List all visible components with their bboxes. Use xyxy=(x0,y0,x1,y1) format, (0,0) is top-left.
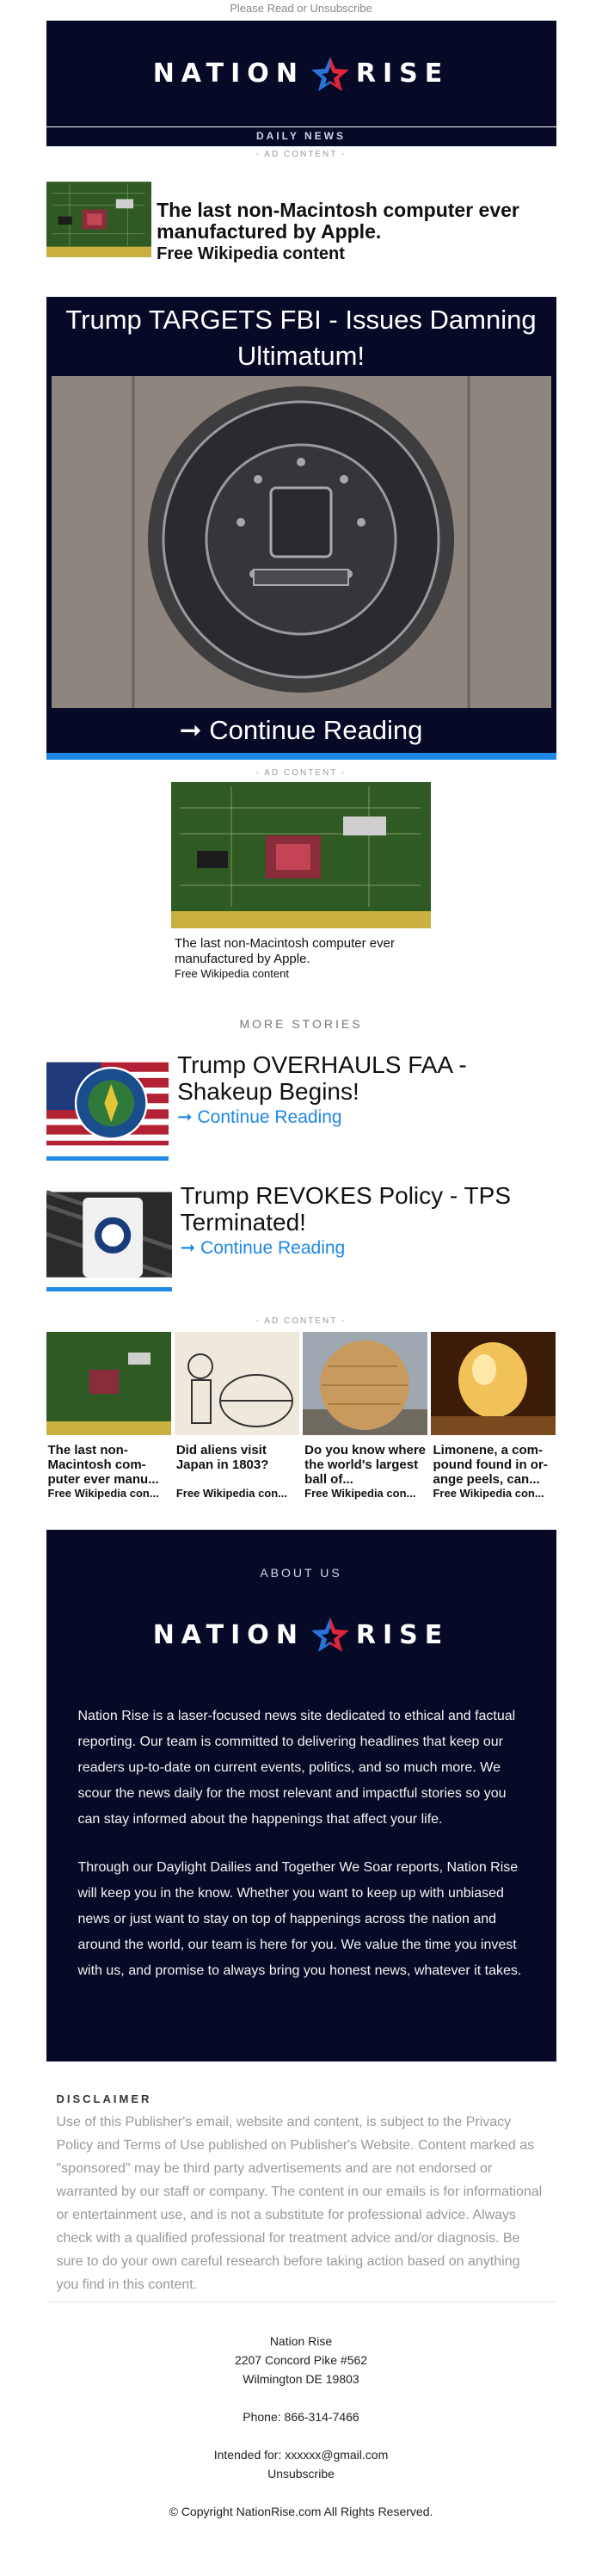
email-container xyxy=(46,0,556,2521)
story-headline[interactable]: Trump REVOKES Policy - TPS Terminated! xyxy=(180,1182,511,1236)
story-text xyxy=(169,1051,556,1161)
twine-ball-image[interactable] xyxy=(303,1332,427,1435)
circuit-board-image[interactable] xyxy=(46,1332,171,1435)
logo-word-left: NATION xyxy=(152,59,304,89)
ad-content-label: - AD CONTENT - xyxy=(255,150,347,159)
circuit-board-image[interactable] xyxy=(46,163,152,275)
ad-grid-title[interactable]: Do you know where the world's largest ball of... xyxy=(304,1443,427,1487)
ad-grid-title[interactable]: Did aliens visit Japan in 1803? xyxy=(175,1443,269,1472)
preheader-unsubscribe-link[interactable]: Please Read or Unsubscribe xyxy=(230,2,372,15)
logo-word-right: RISE xyxy=(355,1619,450,1650)
circuit-board-image[interactable] xyxy=(171,782,431,928)
dhs-phone-image[interactable] xyxy=(46,1182,172,1291)
about-us-section xyxy=(46,1530,556,2061)
about-us-heading: ABOUT US xyxy=(260,1566,342,1580)
story-text xyxy=(172,1182,556,1291)
story-item[interactable] xyxy=(46,1182,556,1291)
disclaimer-heading: DISCLAIMER xyxy=(56,2092,152,2105)
more-stories-heading: MORE STORIES xyxy=(239,1017,363,1031)
logo-word-right: RISE xyxy=(355,59,450,89)
header-banner[interactable] xyxy=(46,21,556,126)
nation-rise-logo[interactable] xyxy=(153,1616,450,1654)
feature-story[interactable] xyxy=(46,297,556,760)
ad-top-title[interactable]: The last non-Macintosh computer ever manufactured by Apple. xyxy=(157,199,519,243)
about-paragraph-1: Nation Rise is a laser-focused news site dedicated to ethical and factual reporting. Our team is committed to delivering headlines that keep our readers up-to-date on current events, politics, and so much more. We scour the news daily for the most relevant and impactful stories so you can stay informed about the happenings that affect your life. xyxy=(77,1709,516,1827)
ad-grid-source: Free Wikipedia con... xyxy=(304,1487,416,1500)
ad-grid-item[interactable] xyxy=(46,1332,171,1500)
ad-content-label-3: - AD CONTENT - xyxy=(255,1316,347,1326)
footer-address-1: 2207 Concord Pike #562 xyxy=(234,2353,368,2367)
story-continue-reading[interactable]: ➞ Continue Reading xyxy=(180,1238,346,1258)
ad-grid-title[interactable]: Limonene, a com-pound found in or-ange peels, can... xyxy=(433,1443,548,1487)
footer-unsubscribe-link[interactable]: Unsubscribe xyxy=(267,2467,335,2480)
faa-seal-flag-image[interactable] xyxy=(46,1051,169,1161)
star-logo-icon xyxy=(310,55,351,93)
story-continue-reading[interactable]: ➞ Continue Reading xyxy=(177,1107,342,1127)
utsuro-bune-image[interactable] xyxy=(175,1332,299,1435)
footer-address-2: Wilmington DE 19803 xyxy=(243,2372,359,2386)
story-item[interactable] xyxy=(46,1051,556,1161)
ad-grid-source: Free Wikipedia con... xyxy=(47,1487,159,1500)
ad-grid-item[interactable] xyxy=(303,1332,427,1500)
fbi-seal-image[interactable] xyxy=(52,376,551,708)
ad-grid-item[interactable] xyxy=(175,1332,299,1500)
ad-mid-source: Free Wikipedia content xyxy=(175,967,289,980)
ad-grid-item[interactable] xyxy=(431,1332,556,1500)
daily-news-bar: DAILY NEWS xyxy=(46,127,556,146)
ad-top[interactable] xyxy=(46,163,556,275)
about-paragraph-2: Through our Daylight Dailies and Together We Soar reports, Nation Rise will keep you in the know. Whether you want to keep up with unbiased news or just want to stay on top of happenings across the nation and around the world, our team is here for you. We value the time you invest with us, and promise to always bring you honest news, whatever it takes. xyxy=(77,1860,522,1978)
footer-intended-for: Intended for: xxxxxx@gmail.com xyxy=(213,2448,389,2462)
ad-grid-title[interactable]: The last non-Macintosh com-puter ever manu... xyxy=(47,1443,159,1487)
footer-phone: Phone: 866-314-7466 xyxy=(243,2410,359,2424)
ad-content-label-2: - AD CONTENT - xyxy=(255,768,347,778)
ad-mid[interactable] xyxy=(171,782,431,980)
footer xyxy=(46,2332,556,2521)
ad-mid-title[interactable]: The last non-Macintosh computer ever manufactured by Apple. xyxy=(175,936,395,966)
star-logo-icon xyxy=(310,1616,351,1654)
ad-top-source: Free Wikipedia content xyxy=(157,244,345,263)
feature-headline[interactable]: Trump TARGETS FBI - Issues Damning Ultimatum! xyxy=(65,305,537,371)
nation-rise-logo[interactable] xyxy=(153,55,450,93)
disclaimer-section xyxy=(46,2092,556,2296)
footer-company: Nation Rise xyxy=(269,2334,333,2348)
story-headline[interactable]: Trump OVERHAULS FAA - Shakeup Begins! xyxy=(177,1051,467,1105)
about-logo-row[interactable] xyxy=(46,1600,556,1669)
logo-word-left: NATION xyxy=(152,1619,304,1650)
preheader xyxy=(46,0,556,21)
citrus-image[interactable] xyxy=(431,1332,556,1435)
ad-grid-source: Free Wikipedia con... xyxy=(433,1487,544,1500)
feature-continue-reading[interactable]: ➞ Continue Reading xyxy=(179,715,423,745)
footer-copyright: © Copyright NationRise.com All Rights Reserved. xyxy=(169,2505,433,2518)
ad-top-text xyxy=(151,163,556,275)
disclaimer-text: Use of this Publisher's email, website and content, is subject to the Privacy Policy and Terms of Use published on Publisher's Website. Content marked as "sponsored" may be third party advertisements and are not endorsed or warranted by our staff or company. The content in our emails is for informational or entertainment use, and is not a substitute for professional advice. Always check with a qualified professional for treatment advice and/or diagnosis. Be sure to do your own careful research before taking action based on anything you find in this content. xyxy=(56,2115,543,2292)
ad-grid xyxy=(46,1332,556,1500)
ad-grid-source: Free Wikipedia con... xyxy=(175,1487,288,1500)
